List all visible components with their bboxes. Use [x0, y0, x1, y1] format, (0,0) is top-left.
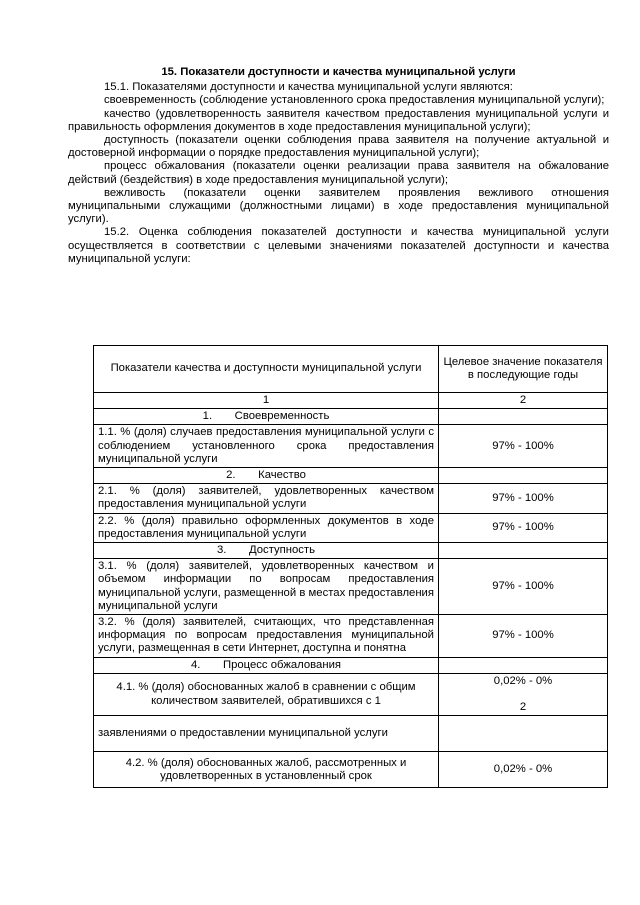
indicator-value-cell: [439, 673, 608, 715]
indicator-value: [439, 716, 608, 752]
empty-cell: [439, 657, 608, 673]
table-row: [94, 425, 608, 468]
indicator-text: заявлениями о предоставлении муниципальной услуги: [94, 716, 439, 752]
indicator-value: 97% - 100%: [439, 484, 608, 513]
document-page: [68, 66, 609, 266]
column-number-2: 2: [439, 393, 608, 409]
section-heading: 15. Показатели доступности и качества муниципальной услуги: [161, 66, 516, 78]
column-number-1: 1: [94, 393, 439, 409]
column-number-row: [94, 393, 608, 409]
section-title: Качество: [258, 469, 306, 482]
section-accessibility: [94, 543, 439, 559]
table-row: [94, 484, 608, 513]
paragraph-15-2: 15.2. Оценка соблюдения показателей доступности и качества муниципальной услуги осуществляется в соответствии с целевыми значениями показателей доступности и качества муниципальной услуги:: [68, 226, 609, 265]
table-row: [94, 513, 608, 542]
section-title: Процесс обжалования: [222, 658, 342, 671]
table-row: [94, 559, 608, 615]
indicator-value: 97% - 100%: [439, 425, 608, 468]
table-row: [94, 673, 608, 715]
table-row: [94, 615, 608, 658]
paragraph-15-1: 15.1. Показателями доступности и качества муниципальной услуги являются:: [104, 81, 513, 94]
indicator-value: 97% - 100%: [439, 513, 608, 542]
section-number: 4.: [190, 658, 201, 671]
section-row: [94, 657, 608, 673]
paragraph-appeal-process: процесс обжалования (показатели оценки реализации права заявителя на обжалование действий (бездействия) в ходе предоставления муниципальной услуги);: [68, 160, 609, 186]
paragraph-timeliness: своевременность (соблюдение установленного срока предоставления муниципальной услуги);: [104, 94, 605, 107]
indicator-text: 4.2. % (доля) обоснованных жалоб, рассмотренных и удовлетворенных в установленный срок: [94, 752, 439, 788]
indicator-text: 3.1. % (доля) заявителей, удовлетворенных качеством и объемом информации по вопросам предоставления муниципальной услуги, размещенной в местах предоставления муниципальной услуги: [94, 559, 439, 615]
table-header-row: [94, 346, 608, 393]
section-row: [94, 468, 608, 484]
indicator-text: 2.2. % (доля) правильно оформленных документов в ходе предоставления муниципальной услуги: [94, 513, 439, 542]
indicator-text: 1.1. % (доля) случаев предоставления муниципальной услуги с соблюдением установленного срока предоставления муниципальной услуги: [94, 425, 439, 468]
section-appeal-process: [94, 657, 439, 673]
section-number: 2.: [226, 469, 236, 482]
section-row: [94, 409, 608, 425]
table-row: [94, 752, 608, 788]
indicator-value: 97% - 100%: [439, 559, 608, 615]
header-target-value: Целевое значение показателя в последующие годы: [439, 346, 608, 393]
indicators-table: [93, 345, 608, 788]
indicator-value: 0,02% - 0%: [439, 752, 608, 788]
section-number: 1.: [202, 410, 213, 423]
section-title: Своевременность: [234, 410, 330, 423]
section-row: [94, 543, 608, 559]
empty-cell: [439, 468, 608, 484]
indicator-value: 97% - 100%: [439, 615, 608, 658]
section-quality: [94, 468, 439, 484]
paragraph-politeness: вежливость (показатели оценки заявителем проявления вежливого отношения муниципальными служащими (должностными лицами) в ходе предоставления муниципальной услуги).: [68, 186, 609, 226]
indicator-value: 0,02% - 0%: [493, 674, 553, 687]
page-number: 2: [519, 701, 527, 714]
table-row: [94, 716, 608, 752]
paragraph-quality: качество (удовлетворенность заявителя качеством предоставления муниципальной услуги и правильность оформления документов в ходе предоставления муниципальной услуги);: [68, 107, 609, 133]
empty-cell: [439, 543, 608, 559]
header-indicators: Показатели качества и доступности муниципальной услуги: [94, 346, 439, 393]
section-title: Доступность: [248, 544, 315, 557]
section-timeliness: [94, 409, 439, 425]
indicator-text: 4.1. % (доля) обоснованных жалоб в сравнении с общим количеством заявителей, обратившихся с 1: [94, 673, 439, 715]
section-number: 3.: [216, 544, 227, 557]
empty-cell: [439, 409, 608, 425]
indicator-text: 2.1. % (доля) заявителей, удовлетворенных качеством предоставления муниципальной услуги: [94, 484, 439, 513]
paragraph-accessibility: доступность (показатели оценки соблюдения права заявителя на получение актуальной и достоверной информации о порядке предоставления муниципальной услуги);: [68, 134, 609, 160]
indicator-text: 3.2. % (доля) заявителей, считающих, что представленная информация по вопросам предоставления муниципальной услуги, размещенная в сети Интернет, доступна и понятна: [94, 615, 439, 658]
